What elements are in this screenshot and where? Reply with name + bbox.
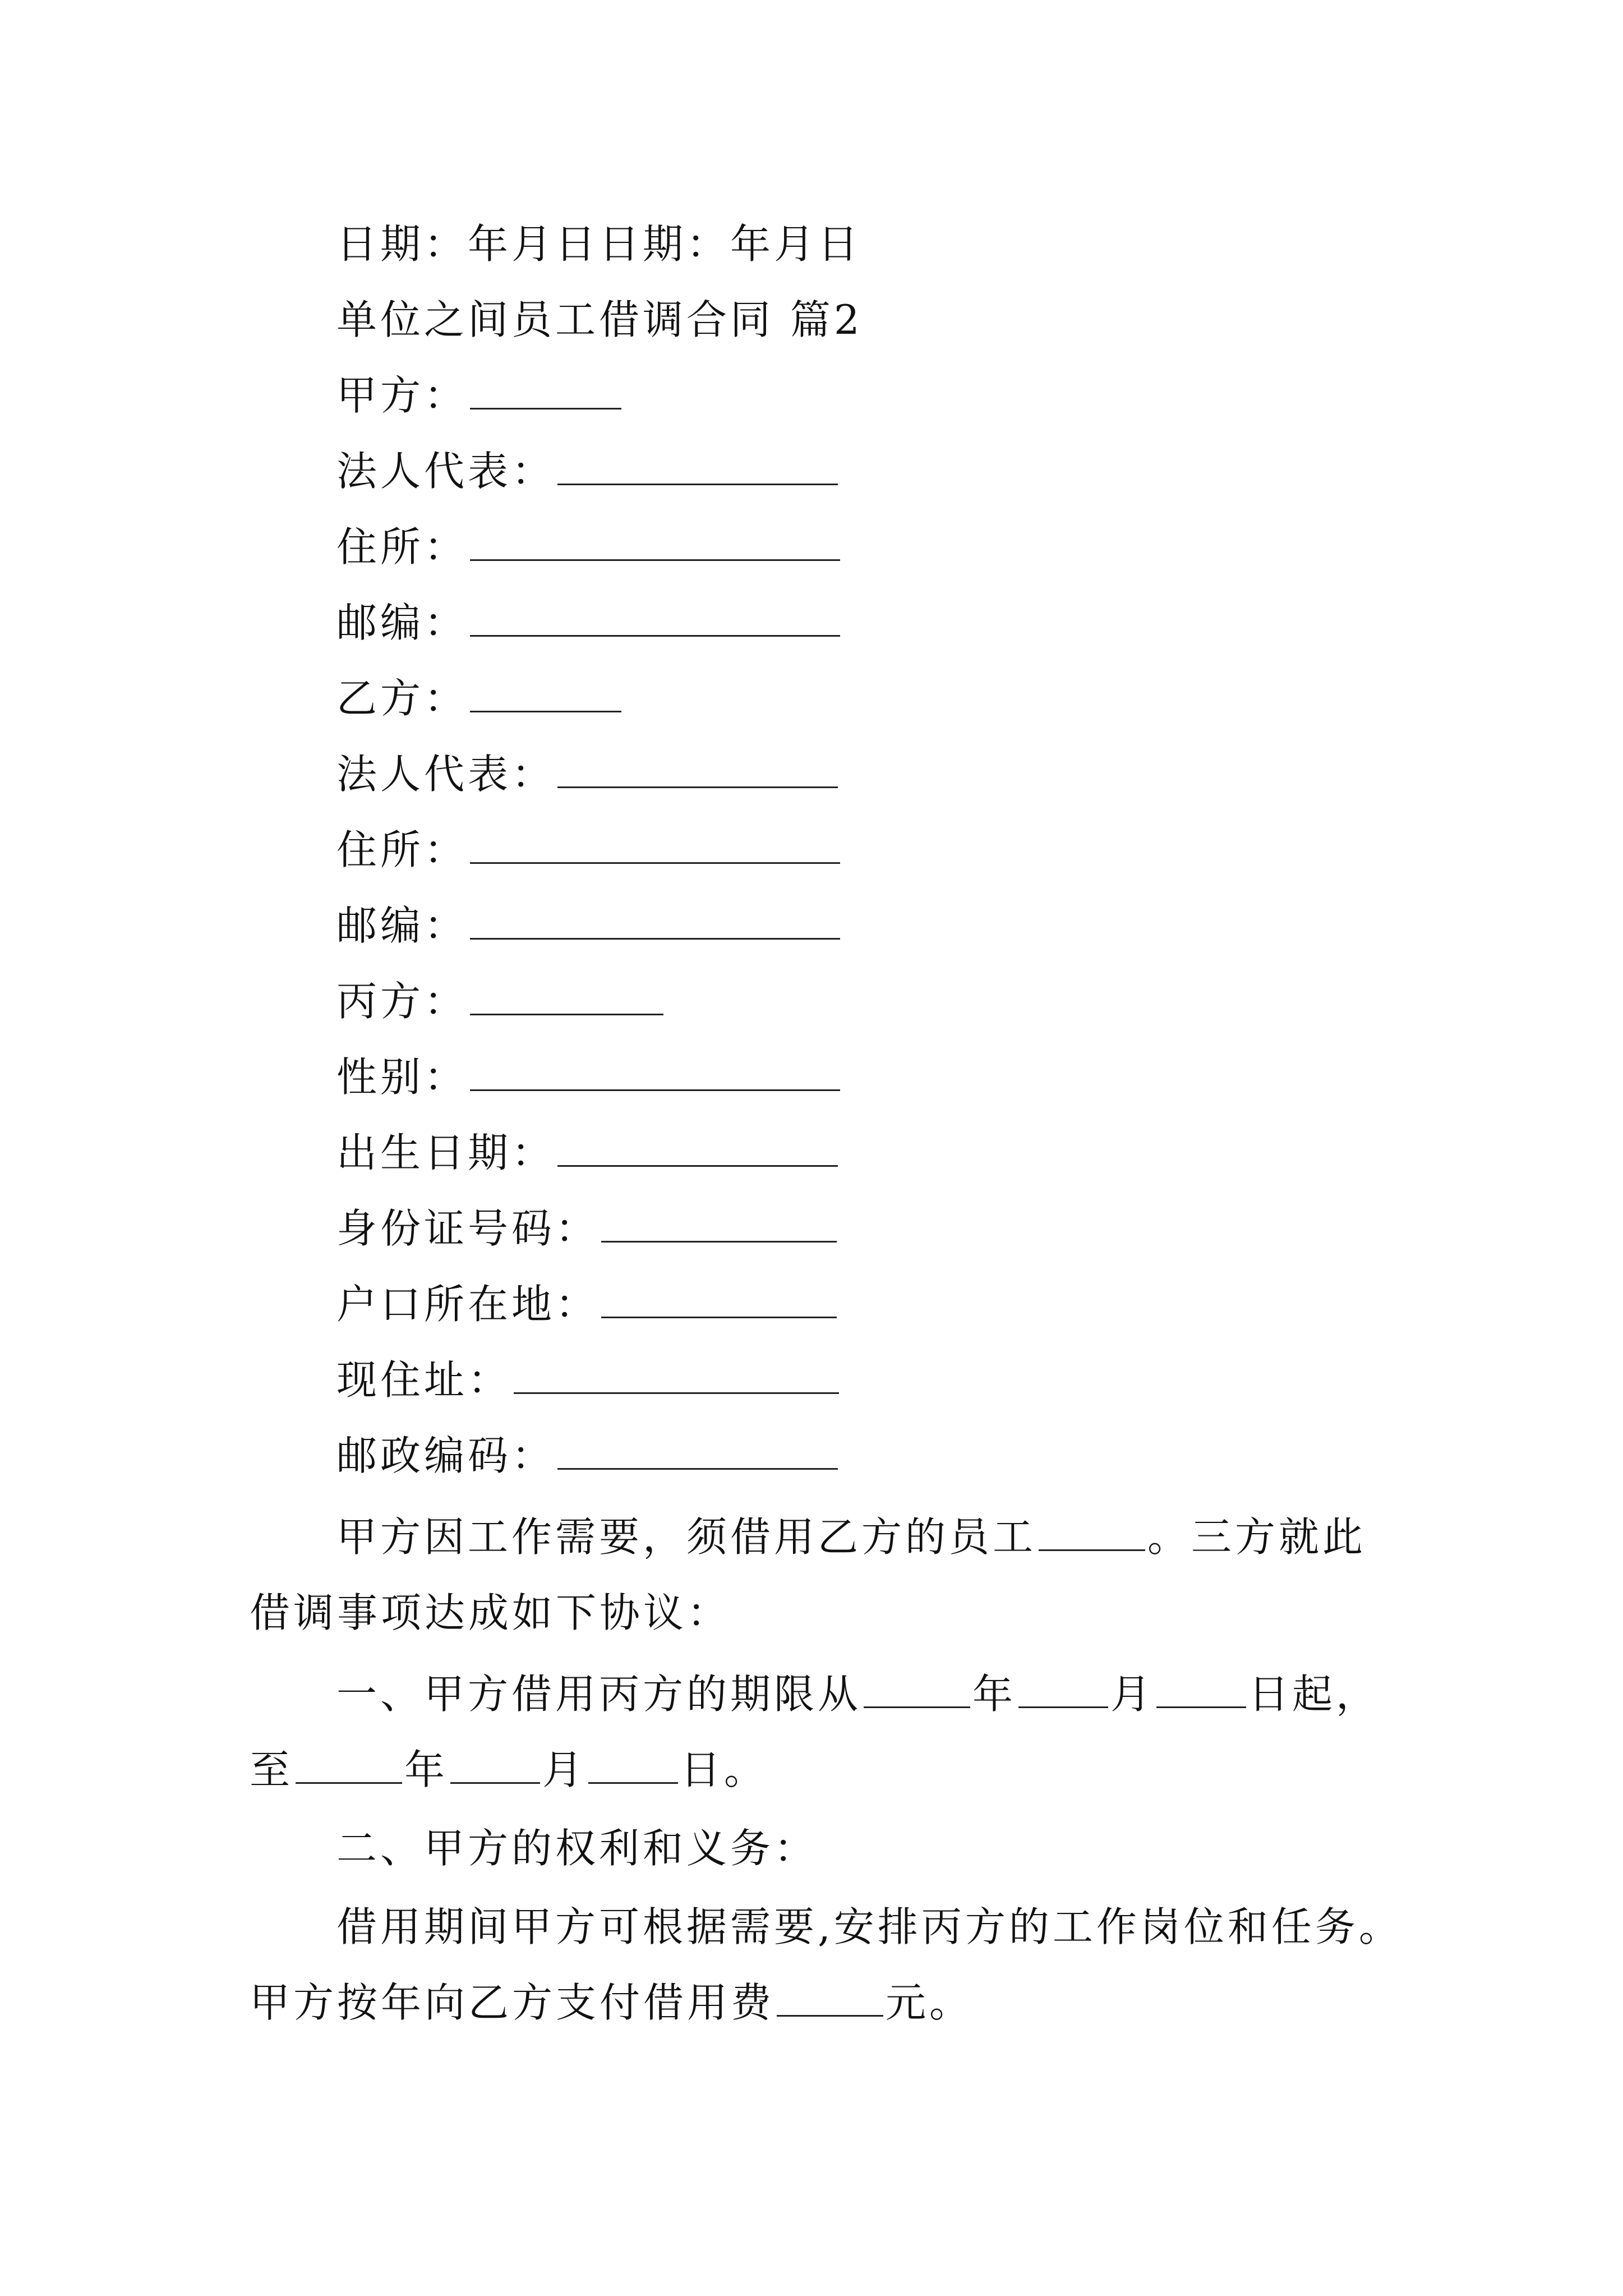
gender-line [336, 1049, 842, 1105]
start-day-blank [1156, 1666, 1246, 1708]
gender-label: 性别： [336, 1053, 468, 1101]
para4-line2 [250, 1975, 973, 2031]
party-b-address-label: 住所： [336, 826, 468, 873]
end-day-label: 日。 [680, 1746, 768, 1793]
current-address-line [336, 1352, 841, 1408]
party-b-address-blank [470, 822, 840, 864]
start-year-blank [864, 1666, 970, 1708]
party-b-rep-line [336, 746, 840, 802]
current-address-label: 现住址： [336, 1356, 512, 1404]
birthdate-label: 出生日期： [336, 1129, 556, 1176]
para2-part1: 一、甲方借用丙方的期限从 [336, 1671, 862, 1718]
date-text: 日期：年月日日期：年月日 [336, 220, 862, 268]
para2-line2 [250, 1742, 768, 1798]
postal-code-blank [557, 1428, 838, 1470]
end-month-blank [450, 1742, 540, 1784]
household-label: 户口所在地： [336, 1281, 600, 1328]
party-b-label: 乙方： [336, 675, 468, 722]
party-a-rep-label: 法人代表： [336, 448, 556, 495]
party-b-blank [470, 670, 621, 712]
para1-part2: 。三方就此 [1147, 1513, 1367, 1561]
party-b-line [336, 670, 624, 726]
party-a-rep-blank [557, 443, 838, 485]
birthdate-line [336, 1125, 840, 1181]
section-title [336, 292, 863, 348]
party-b-postcode-line [336, 898, 842, 954]
household-blank [601, 1276, 837, 1318]
end-year-blank [296, 1742, 402, 1784]
party-a-label: 甲方： [336, 372, 468, 419]
para4-part2: 甲方按年向乙方支付借用费 [250, 1979, 775, 2026]
end-year-label: 年 [404, 1746, 449, 1793]
gender-blank [470, 1049, 840, 1091]
para1-part1: 甲方因工作需要，须借用乙方的员工 [336, 1513, 1037, 1561]
party-a-postcode-label: 邮编： [336, 599, 468, 646]
para3-heading [336, 1820, 818, 1876]
id-number-line [336, 1200, 839, 1257]
para4-part3: 元。 [886, 1979, 974, 2026]
para1-line1 [336, 1509, 1366, 1565]
party-a-line [336, 367, 624, 424]
party-a-postcode-line [336, 595, 842, 651]
start-day-label: 日起， [1248, 1671, 1380, 1718]
household-line [336, 1276, 839, 1332]
para2-line1 [336, 1666, 1380, 1722]
party-b-address-line [336, 822, 842, 878]
date-line [336, 216, 861, 272]
para4-part1: 借用期间甲方可根据需要,安排丙方的工作岗位和任务。 [336, 1903, 1403, 1950]
party-b-rep-blank [557, 746, 838, 788]
party-a-address-line [336, 519, 842, 575]
current-address-blank [514, 1352, 839, 1394]
party-a-blank [470, 367, 621, 409]
postal-code-line [336, 1428, 840, 1484]
end-month-label: 月 [542, 1746, 587, 1793]
party-c-label: 丙方： [336, 978, 468, 1025]
party-c-line [336, 973, 666, 1029]
employee-blank [1039, 1509, 1145, 1551]
party-b-postcode-blank [470, 898, 840, 940]
party-a-address-label: 住所： [336, 523, 468, 570]
postal-code-label: 邮政编码： [336, 1432, 556, 1479]
to-label: 至 [250, 1746, 294, 1793]
start-month-label: 月 [1110, 1671, 1155, 1718]
para4-line1 [336, 1899, 1403, 1955]
start-month-blank [1018, 1666, 1108, 1708]
party-c-blank [470, 973, 663, 1015]
fee-blank [777, 1975, 883, 2017]
start-year-label: 年 [972, 1671, 1017, 1718]
rights-heading: 二、甲方的权利和义务： [336, 1825, 818, 1872]
section-title-text: 单位之间员工借调合同 篇2 [336, 296, 863, 343]
para1-part3: 借调事项达成如下协议： [250, 1589, 731, 1636]
party-a-address-blank [470, 519, 840, 561]
id-number-label: 身份证号码： [336, 1205, 600, 1252]
party-a-rep-line [336, 443, 840, 499]
para1-line2 [250, 1585, 731, 1641]
end-day-blank [588, 1742, 678, 1784]
birthdate-blank [557, 1125, 838, 1167]
party-a-postcode-blank [470, 595, 840, 637]
party-b-rep-label: 法人代表： [336, 751, 556, 798]
id-number-blank [601, 1200, 837, 1243]
party-b-postcode-label: 邮编： [336, 902, 468, 949]
